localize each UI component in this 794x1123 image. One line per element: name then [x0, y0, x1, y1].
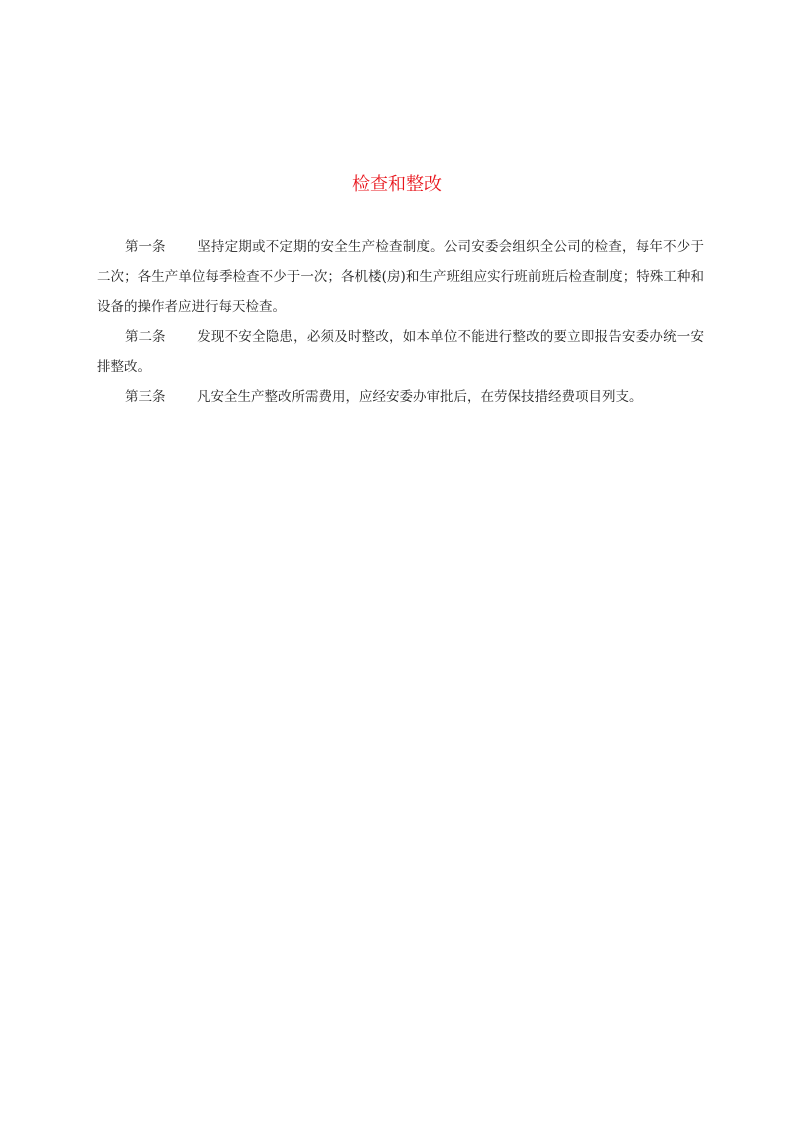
article-label: 第一条 — [125, 239, 166, 255]
document-title: 检查和整改 — [352, 174, 442, 195]
document-body — [97, 232, 704, 412]
article-label: 第二条 — [125, 329, 166, 345]
article-label: 第三条 — [125, 389, 166, 405]
article-2 — [97, 322, 704, 382]
article-text: 凡安全生产整改所需费用，应经安委办审批后，在劳保技措经费项目列支。 — [197, 389, 643, 405]
article-text: 坚持定期或不定期的安全生产检查制度。公司安委会组织全公司的检查，每年不少于二次；各生产单位每季检查不少于一次；各机楼(房)和生产班组应实行班前班后检查制度；特殊工种和设备的操作者应进行每天检查。 — [97, 239, 704, 315]
article-text: 发现不安全隐患，必须及时整改，如本单位不能进行整改的要立即报告安委办统一安排整改。 — [97, 329, 704, 375]
article-3 — [97, 382, 704, 412]
article-1 — [97, 232, 704, 322]
